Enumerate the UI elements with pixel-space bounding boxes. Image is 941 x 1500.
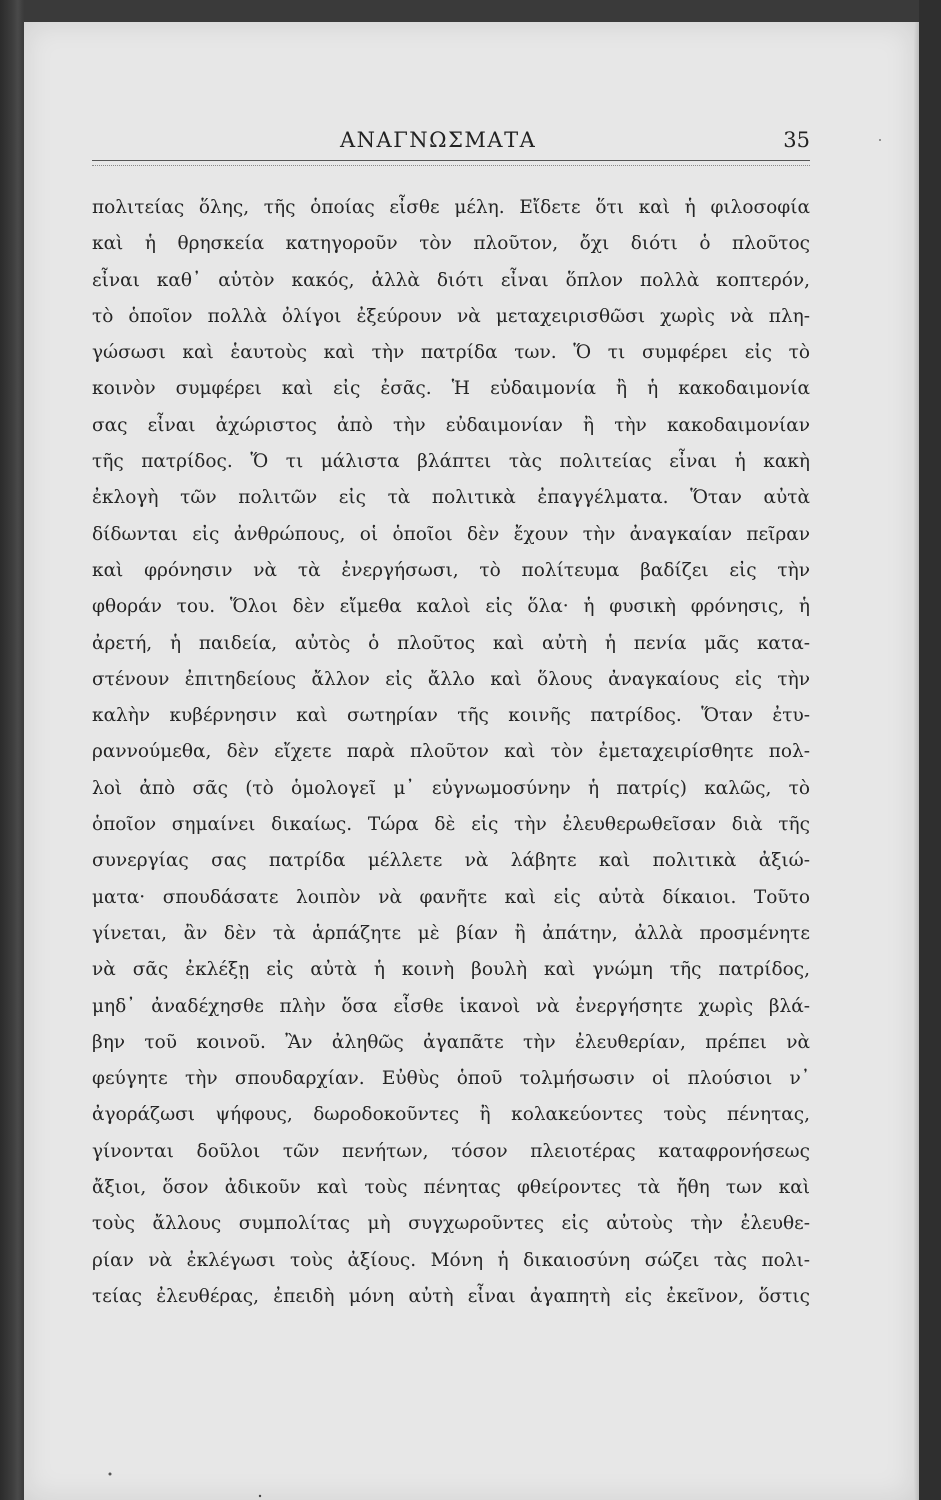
running-title: ΑΝΑΓΝΩΣΜΑΤΑ (340, 128, 537, 152)
scan-right-margin (919, 0, 941, 1500)
text-line: τὸ ὁποῖον πολλὰ ὀλίγοι ἐξεύρουν νὰ μεταχειρισθῶσι χωρὶς νὰ πλη- (92, 305, 810, 327)
text-line: φεύγητε τὴν σπουδαρχίαν. Εὐθὺς ὁποῦ τολμήσωσιν οἱ πλούσιοι ν᾽ (92, 1068, 810, 1090)
text-line: σας εἶναι ἀχώριστος ἀπὸ τὴν εὐδαιμονίαν ἢ τὴν κακοδαιμονίαν (92, 414, 810, 436)
text-line: ραννούμεθα, δὲν εἴχετε παρὰ πλοῦτον καὶ τὸν ἐμεταχειρίσθητε πολ- (92, 741, 810, 763)
text-line: μηδ᾽ ἀναδέχησθε πλὴν ὅσα εἶσθε ἱκανοὶ νὰ ἐνεργήσητε χωρὶς βλά- (92, 995, 810, 1017)
text-line: στένουν ἐπιτηδείους ἄλλον εἰς ἄλλο καὶ ὅλους ἀναγκαίους εἰς τὴν (92, 668, 810, 690)
text-line: γίνεται, ἂν δὲν τὰ ἁρπάζητε μὲ βίαν ἢ ἀπάτην, ἀλλὰ προσμένητε (92, 922, 810, 944)
page-number: 35 (783, 128, 810, 152)
text-line: γίνονται δοῦλοι τῶν πενήτων, τόσον πλειοτέρας καταφρονήσεως (92, 1140, 810, 1162)
header-rule (92, 160, 810, 166)
text-line: ἀγοράζωσι ψήφους, δωροδοκοῦντες ἢ κολακεύοντες τοὺς πένητας, (92, 1104, 810, 1126)
page-header (92, 128, 810, 156)
text-line: ὁποῖον σημαίνει δικαίως. Τώρα δὲ εἰς τὴν ἐλευθερωθεῖσαν διὰ τῆς (92, 814, 810, 836)
text-line: ἄξιοι, ὅσον ἀδικοῦν καὶ τοὺς πένητας φθείροντες τὰ ἤθη των καὶ (92, 1177, 810, 1199)
text-line: γώσωσι καὶ ἑαυτοὺς καὶ τὴν πατρίδα των. Ὅ τι συμφέρει εἰς τὸ (92, 342, 810, 364)
text-line: ρίαν νὰ ἐκλέγωσι τοὺς ἀξίους. Μόνη ἡ δικαιοσύνη σώζει τὰς πολι- (92, 1249, 810, 1271)
text-line: δίδωνται εἰς ἀνθρώπους, οἱ ὁποῖοι δὲν ἔχουν τὴν ἀναγκαίαν πεῖραν (92, 523, 810, 545)
text-line: φθοράν του. Ὅλοι δὲν εἴμεθα καλοὶ εἰς ὅλα· ἡ φυσικὴ φρόνησις, ἡ (92, 596, 810, 618)
text-line: συνεργίας σας πατρίδα μέλλετε νὰ λάβητε καὶ πολιτικὰ ἀξιώ- (92, 850, 810, 872)
text-line: ματα· σπουδάσατε λοιπὸν νὰ φανῆτε καὶ εἰς αὐτὰ δίκαιοι. Τοῦτο (92, 886, 810, 908)
text-line: πολιτείας ὅλης, τῆς ὁποίας εἶσθε μέλη. Εἴδετε ὅτι καὶ ἡ φιλοσοφία (92, 197, 810, 218)
text-line: τῆς πατρίδος. Ὅ τι μάλιστα βλάπτει τὰς πολιτείας εἶναι ἡ κακὴ (92, 451, 810, 473)
text-line: τοὺς ἄλλους συμπολίτας μὴ συγχωροῦντες εἰς αὐτοὺς τὴν ἐλευθε- (92, 1213, 810, 1235)
text-line: καλὴν κυβέρνησιν καὶ σωτηρίαν τῆς κοινῆς πατρίδος. Ὅταν ἐτυ- (92, 705, 810, 727)
body-text (92, 190, 810, 1315)
text-line: νὰ σᾶς ἐκλέξῃ εἰς αὐτὰ ἡ κοινὴ βουλὴ καὶ γνώμη τῆς πατρίδος, (92, 959, 810, 981)
text-line: ἀρετή, ἡ παιδεία, αὐτὸς ὁ πλοῦτος καὶ αὐτὴ ἡ πενία μᾶς κατα- (92, 632, 810, 654)
text-line: καὶ ἡ θρησκεία κατηγοροῦν τὸν πλοῦτον, ὄχι διότι ὁ πλοῦτος (92, 233, 810, 255)
text-line: τείας ἐλευθέρας, ἐπειδὴ μόνη αὐτὴ εἶναι ἀγαπητὴ εἰς ἐκεῖνον, ὅστις (92, 1285, 810, 1307)
text-line: λοὶ ἀπὸ σᾶς (τὸ ὁμολογεῖ μ᾽ εὐγνωμοσύνην ἡ πατρίς) καλῶς, τὸ (92, 777, 810, 799)
text-line: κοινὸν συμφέρει καὶ εἰς ἐσᾶς. Ἡ εὐδαιμονία ἢ ἡ κακοδαιμονία (92, 378, 810, 400)
text-line: βην τοῦ κοινοῦ. Ἂν ἀληθῶς ἀγαπᾶτε τὴν ἐλευθερίαν, πρέπει νὰ (92, 1031, 810, 1053)
text-line: εἶναι καθ᾽ αὑτὸν κακός, ἀλλὰ διότι εἶναι ὅπλον πολλὰ κοπτερόν, (92, 269, 810, 291)
text-line: ἐκλογὴ τῶν πολιτῶν εἰς τὰ πολιτικὰ ἐπαγγέλματα. Ὅταν αὐτὰ (92, 487, 810, 509)
text-line: καὶ φρόνησιν νὰ τὰ ἐνεργήσωσι, τὸ πολίτευμα βαδίζει εἰς τὴν (92, 559, 810, 581)
page-edge (914, 22, 919, 1500)
